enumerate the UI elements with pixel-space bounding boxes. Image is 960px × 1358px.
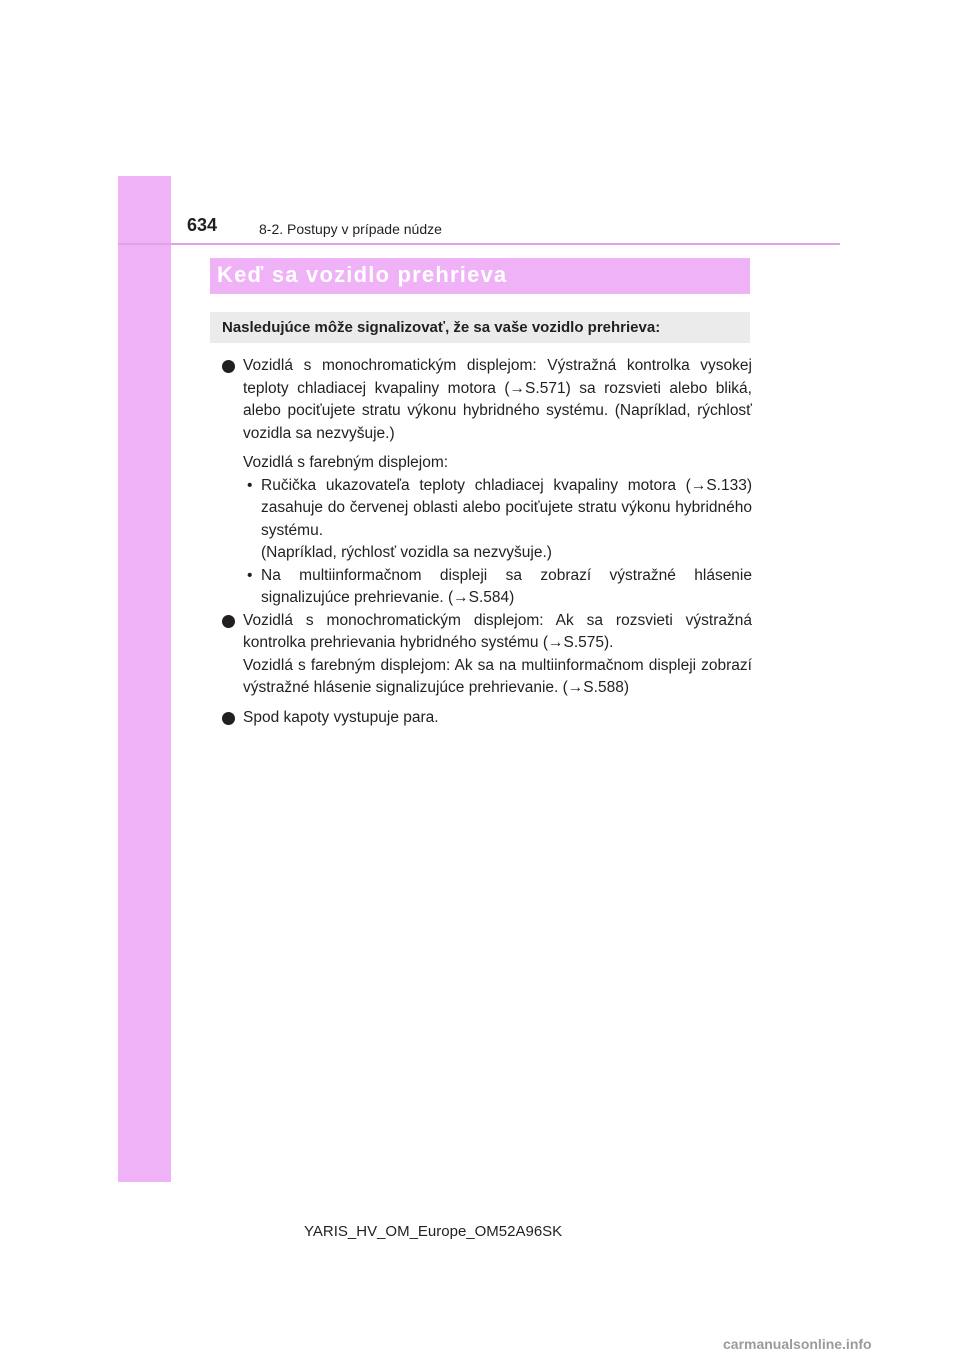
item-paragraph: Vozidlá s farebným displejom: Ak sa na multiinformačnom displeji zobrazí výstražné hlásenie signalizujúce prehrievanie. (→S.588) [243, 656, 752, 696]
sub-list [243, 475, 752, 610]
content-body [222, 355, 752, 729]
sub-item-text: Na multiinformačnom displeji sa zobrazí výstražné hlásenie signalizujúce prehrievanie. (→S.584) [261, 566, 752, 606]
bullet-icon [222, 360, 235, 373]
sub-bullet-mark: • [247, 476, 253, 494]
intro-text: Nasledujúce môže signalizovať, že sa vaše vozidlo prehrieva: [222, 319, 661, 336]
sub-bullet-mark: • [247, 566, 253, 584]
bullet-icon [222, 615, 235, 628]
list-item [222, 355, 752, 610]
item-paragraph: Vozidlá s monochromatickým displejom: Výstražná kontrolka vysokej teploty chladiacej kvapaliny motora (→S.571) sa rozsvieti alebo bliká, alebo pociťujete stratu výkonu hybridného systému. (Napríklad, rýchlosť vozidla sa nezvyšuje.) [243, 357, 752, 442]
page-number: 634 [187, 215, 218, 235]
header-rule [118, 243, 840, 245]
sub-item-text: Ručička ukazovateľa teploty chladiacej kvapaliny motora (→S.133) zasahuje do červenej oblasti alebo pociťujete stratu výkonu hybridného systému. (Napríklad, rýchlosť vozidla sa nezvyšuje.) [261, 476, 752, 561]
side-tab-band [118, 176, 171, 1182]
footer-document-code: YARIS_HV_OM_Europe_OM52A96SK [304, 1223, 563, 1240]
chapter-title: 8-2. Postupy v prípade núdze [259, 221, 442, 237]
item-paragraph: Spod kapoty vystupuje para. [243, 708, 439, 726]
section-title: Keď sa vozidlo prehrieva [217, 262, 508, 287]
watermark: carmanualsonline.info [723, 1336, 872, 1352]
sub-list-item [243, 565, 752, 610]
bullet-icon [222, 712, 235, 725]
sub-list-item [243, 475, 752, 565]
item-paragraph: Vozidlá s monochromatickým displejom: Ak sa rozsvieti výstražná kontrolka prehrievania hybridného systému (→S.575). [243, 611, 752, 651]
list-item [222, 707, 752, 730]
list-item [222, 610, 752, 700]
item-paragraph: Vozidlá s farebným displejom: [243, 454, 449, 471]
